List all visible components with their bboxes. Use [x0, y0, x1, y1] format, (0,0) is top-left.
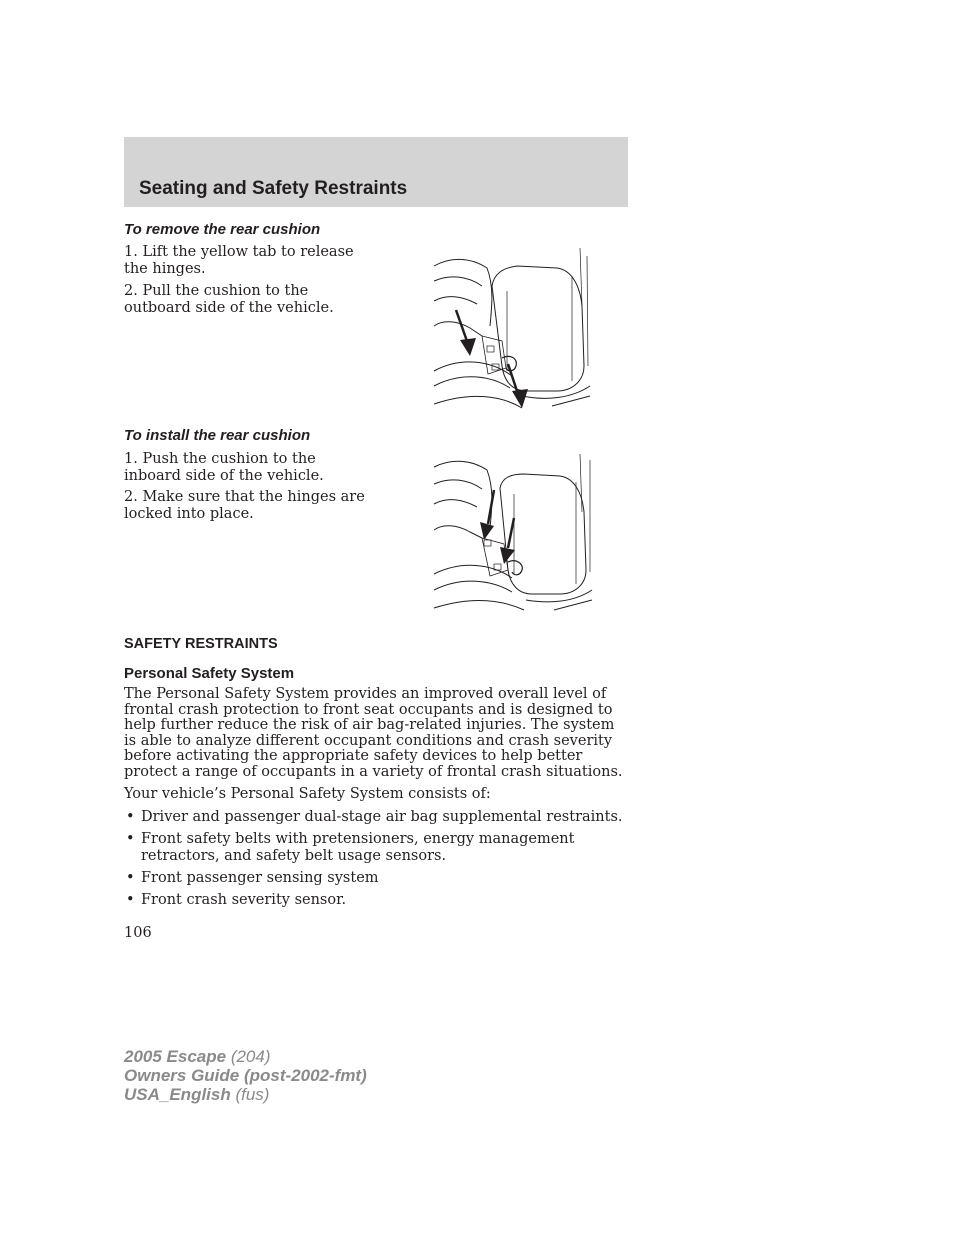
install-step-2: 2. Make sure that the hinges are locked into place.: [124, 489, 365, 522]
safety-restraints-heading: SAFETY RESTRAINTS: [124, 636, 278, 652]
footer-language-code: (fus): [230, 1085, 270, 1104]
footer-model: 2005 Escape: [124, 1047, 227, 1066]
footer-line-3: [124, 1085, 367, 1104]
footer: [124, 1047, 367, 1104]
remove-cushion-illustration: [432, 246, 592, 410]
remove-cushion-heading: To remove the rear cushion: [124, 221, 321, 238]
personal-safety-system-heading: Personal Safety System: [124, 665, 295, 682]
list-item: • Front crash severity sensor.: [124, 892, 628, 909]
page-number: 106: [124, 925, 152, 941]
remove-step-1: 1. Lift the yellow tab to release the hinges.: [124, 244, 354, 277]
footer-language: USA_English: [124, 1085, 231, 1104]
system-components-list: [124, 809, 628, 914]
remove-step-2: 2. Pull the cushion to the outboard side of the vehicle.: [124, 283, 334, 316]
install-cushion-illustration: [432, 452, 594, 612]
system-intro: Your vehicle’s Personal Safety System consists of:: [124, 786, 491, 802]
install-cushion-heading: To install the rear cushion: [124, 427, 311, 444]
list-item: • Driver and passenger dual-stage air bag supplemental restraints.: [124, 809, 628, 826]
list-item: • Front safety belts with pretensioners, energy management retractors, and safety belt usage sensors.: [124, 831, 628, 865]
personal-safety-paragraph: The Personal Safety System provides an improved overall level of frontal crash protection to front seat occupants and is designed to help further reduce the risk of air bag-related injuries. The system is able to analyze different occupant conditions and crash severity before activating the appropriate safety devices to help better protect a range of occupants in a variety of frontal crash situations.: [124, 686, 623, 780]
footer-line-1: [124, 1047, 367, 1066]
footer-line-2: [124, 1066, 367, 1085]
section-title: Seating and Safety Restraints: [139, 178, 408, 199]
footer-model-code: (204): [226, 1047, 271, 1066]
list-item: • Front passenger sensing system: [124, 870, 628, 887]
install-step-1: 1. Push the cushion to the inboard side of the vehicle.: [124, 451, 324, 484]
footer-guide: Owners Guide (post-2002-fmt): [124, 1066, 367, 1085]
